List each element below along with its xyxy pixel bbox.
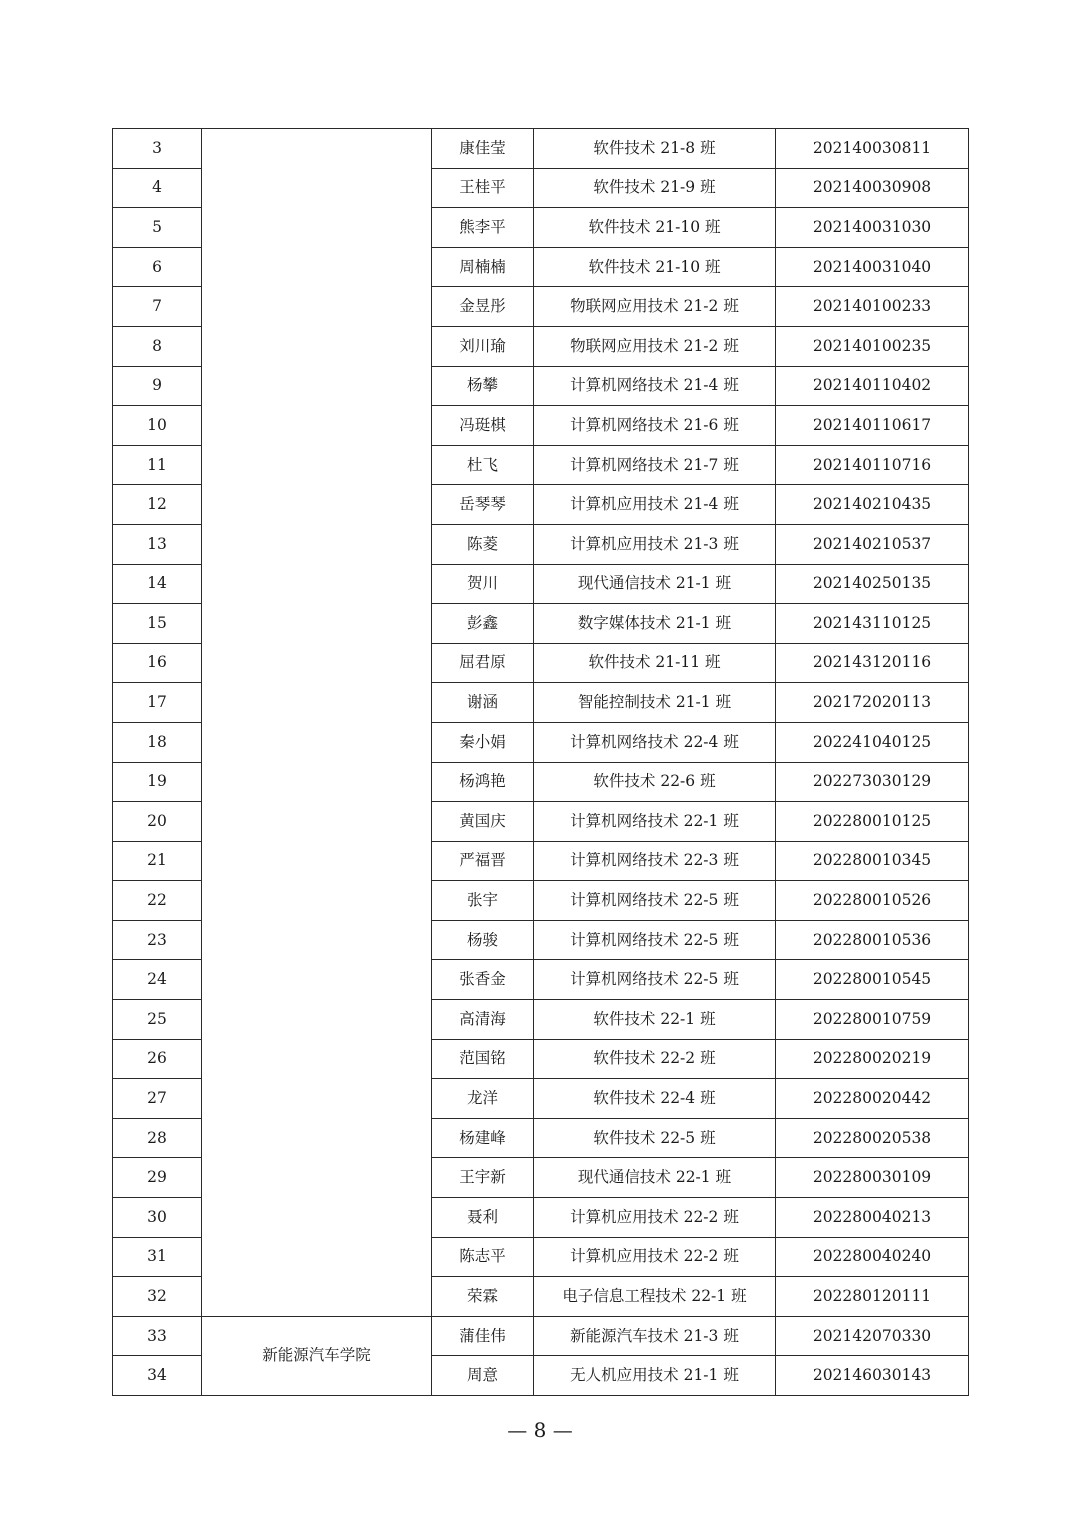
student-id: 202280010759 [776, 1000, 969, 1040]
student-name: 张宇 [432, 881, 534, 921]
row-index: 33 [113, 1316, 202, 1356]
class-name: 新能源汽车技术 21-3 班 [534, 1316, 776, 1356]
class-name: 计算机应用技术 22-2 班 [534, 1198, 776, 1238]
student-name: 杨骏 [432, 920, 534, 960]
row-index: 8 [113, 326, 202, 366]
student-id: 202280020538 [776, 1118, 969, 1158]
student-id: 202280020219 [776, 1039, 969, 1079]
row-index: 26 [113, 1039, 202, 1079]
student-name: 严福晋 [432, 841, 534, 881]
student-id: 202146030143 [776, 1356, 969, 1396]
student-id: 202142070330 [776, 1316, 969, 1356]
class-name: 计算机网络技术 21-6 班 [534, 406, 776, 446]
row-index: 18 [113, 722, 202, 762]
student-name: 高清海 [432, 1000, 534, 1040]
class-name: 计算机网络技术 21-7 班 [534, 445, 776, 485]
class-name: 软件技术 21-9 班 [534, 168, 776, 208]
row-index: 24 [113, 960, 202, 1000]
student-name: 王宇新 [432, 1158, 534, 1198]
student-id: 202280010125 [776, 802, 969, 842]
class-name: 无人机应用技术 21-1 班 [534, 1356, 776, 1396]
student-name: 康佳莹 [432, 129, 534, 169]
student-id: 202140110617 [776, 406, 969, 446]
class-name: 计算机网络技术 22-5 班 [534, 960, 776, 1000]
row-index: 19 [113, 762, 202, 802]
student-name: 聂利 [432, 1198, 534, 1238]
student-name: 荣霖 [432, 1277, 534, 1317]
student-name: 秦小娟 [432, 722, 534, 762]
student-name: 杨建峰 [432, 1118, 534, 1158]
student-name: 杜飞 [432, 445, 534, 485]
student-roster-table [112, 128, 969, 1396]
student-id: 202280040213 [776, 1198, 969, 1238]
student-id: 202140030811 [776, 129, 969, 169]
student-id: 202140250135 [776, 564, 969, 604]
class-name: 现代通信技术 22-1 班 [534, 1158, 776, 1198]
student-id: 202140100233 [776, 287, 969, 327]
student-id: 202140031040 [776, 247, 969, 287]
student-id: 202280010536 [776, 920, 969, 960]
row-index: 14 [113, 564, 202, 604]
row-index: 10 [113, 406, 202, 446]
row-index: 27 [113, 1079, 202, 1119]
student-id: 202143120116 [776, 643, 969, 683]
student-name: 张香金 [432, 960, 534, 1000]
student-name: 冯珽棋 [432, 406, 534, 446]
class-name: 计算机网络技术 22-5 班 [534, 881, 776, 921]
class-name: 软件技术 22-5 班 [534, 1118, 776, 1158]
student-name: 龙洋 [432, 1079, 534, 1119]
student-id: 202140210537 [776, 524, 969, 564]
student-id: 202172020113 [776, 683, 969, 723]
class-name: 计算机网络技术 22-4 班 [534, 722, 776, 762]
student-id: 202280030109 [776, 1158, 969, 1198]
class-name: 计算机网络技术 22-5 班 [534, 920, 776, 960]
department-cell [202, 129, 432, 1317]
student-name: 刘川瑜 [432, 326, 534, 366]
row-index: 21 [113, 841, 202, 881]
class-name: 软件技术 21-10 班 [534, 247, 776, 287]
student-name: 周楠楠 [432, 247, 534, 287]
student-name: 谢涵 [432, 683, 534, 723]
student-name: 贺川 [432, 564, 534, 604]
class-name: 计算机应用技术 21-3 班 [534, 524, 776, 564]
class-name: 计算机网络技术 22-3 班 [534, 841, 776, 881]
row-index: 11 [113, 445, 202, 485]
student-id: 202140100235 [776, 326, 969, 366]
row-index: 3 [113, 129, 202, 169]
student-id: 202140110716 [776, 445, 969, 485]
class-name: 软件技术 22-4 班 [534, 1079, 776, 1119]
class-name: 软件技术 21-10 班 [534, 208, 776, 248]
class-name: 计算机网络技术 22-1 班 [534, 802, 776, 842]
student-id: 202280120111 [776, 1277, 969, 1317]
row-index: 13 [113, 524, 202, 564]
student-id: 202140031030 [776, 208, 969, 248]
table-row [113, 1316, 969, 1356]
student-name: 王桂平 [432, 168, 534, 208]
student-name: 屈君原 [432, 643, 534, 683]
roster-body [113, 129, 969, 1396]
row-index: 32 [113, 1277, 202, 1317]
row-index: 6 [113, 247, 202, 287]
row-index: 9 [113, 366, 202, 406]
class-name: 电子信息工程技术 22-1 班 [534, 1277, 776, 1317]
student-id: 202280020442 [776, 1079, 969, 1119]
student-id: 202280040240 [776, 1237, 969, 1277]
class-name: 软件技术 21-8 班 [534, 129, 776, 169]
row-index: 25 [113, 1000, 202, 1040]
class-name: 现代通信技术 21-1 班 [534, 564, 776, 604]
row-index: 22 [113, 881, 202, 921]
class-name: 计算机应用技术 22-2 班 [534, 1237, 776, 1277]
student-id: 202280010545 [776, 960, 969, 1000]
student-name: 周意 [432, 1356, 534, 1396]
student-name: 蒲佳伟 [432, 1316, 534, 1356]
class-name: 计算机网络技术 21-4 班 [534, 366, 776, 406]
row-index: 23 [113, 920, 202, 960]
student-id: 202143110125 [776, 604, 969, 644]
class-name: 软件技术 22-2 班 [534, 1039, 776, 1079]
student-name: 范国铭 [432, 1039, 534, 1079]
row-index: 16 [113, 643, 202, 683]
student-name: 金昱彤 [432, 287, 534, 327]
row-index: 4 [113, 168, 202, 208]
student-name: 岳琴琴 [432, 485, 534, 525]
class-name: 软件技术 21-11 班 [534, 643, 776, 683]
student-name: 陈菱 [432, 524, 534, 564]
class-name: 软件技术 22-1 班 [534, 1000, 776, 1040]
student-id: 202280010345 [776, 841, 969, 881]
row-index: 7 [113, 287, 202, 327]
row-index: 20 [113, 802, 202, 842]
row-index: 31 [113, 1237, 202, 1277]
department-cell: 新能源汽车学院 [202, 1316, 432, 1395]
student-id: 202280010526 [776, 881, 969, 921]
student-name: 陈志平 [432, 1237, 534, 1277]
class-name: 智能控制技术 21-1 班 [534, 683, 776, 723]
class-name: 物联网应用技术 21-2 班 [534, 326, 776, 366]
student-name: 杨鸿艳 [432, 762, 534, 802]
class-name: 计算机应用技术 21-4 班 [534, 485, 776, 525]
row-index: 17 [113, 683, 202, 723]
row-index: 29 [113, 1158, 202, 1198]
row-index: 5 [113, 208, 202, 248]
student-id: 202273030129 [776, 762, 969, 802]
row-index: 28 [113, 1118, 202, 1158]
student-id: 202140210435 [776, 485, 969, 525]
row-index: 30 [113, 1198, 202, 1238]
student-id: 202140030908 [776, 168, 969, 208]
student-name: 杨攀 [432, 366, 534, 406]
student-id: 202241040125 [776, 722, 969, 762]
class-name: 软件技术 22-6 班 [534, 762, 776, 802]
table-row [113, 129, 969, 169]
student-name: 彭鑫 [432, 604, 534, 644]
row-index: 34 [113, 1356, 202, 1396]
page-number: — 8 — [507, 1418, 573, 1442]
row-index: 12 [113, 485, 202, 525]
class-name: 数字媒体技术 21-1 班 [534, 604, 776, 644]
student-name: 黄国庆 [432, 802, 534, 842]
row-index: 15 [113, 604, 202, 644]
class-name: 物联网应用技术 21-2 班 [534, 287, 776, 327]
student-name: 熊李平 [432, 208, 534, 248]
student-id: 202140110402 [776, 366, 969, 406]
